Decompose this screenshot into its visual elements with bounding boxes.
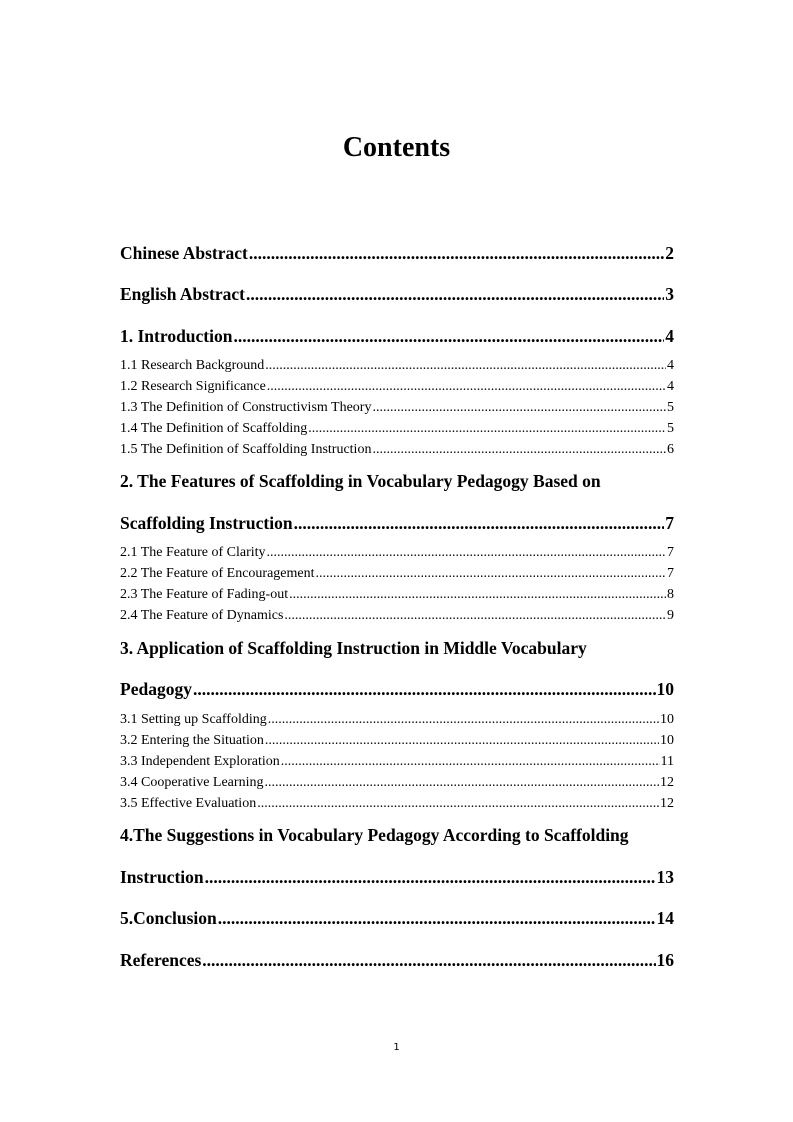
toc-entry-label: Chinese Abstract — [120, 243, 248, 263]
dot-leader — [289, 585, 666, 605]
toc-page-number: 14 — [656, 908, 674, 928]
toc-entry-label: 3.1 Setting up Scaffolding — [120, 712, 267, 727]
toc-entry-application[interactable] — [120, 676, 674, 702]
toc-page-number: 13 — [656, 867, 674, 887]
toc-entry-suggestions[interactable] — [120, 864, 674, 890]
toc-page-number: 7 — [665, 513, 674, 533]
toc-entry-chinese-abstract[interactable] — [120, 240, 674, 266]
toc-entry-3-5[interactable] — [120, 794, 674, 814]
dot-leader — [294, 510, 665, 536]
dot-leader — [218, 905, 656, 931]
dot-leader — [265, 731, 659, 751]
toc-entry-label: 2.3 The Feature of Fading-out — [120, 587, 289, 602]
toc-page-number: 7 — [667, 566, 674, 581]
toc-entry-1-2[interactable] — [120, 377, 674, 397]
toc-entry-features-line1[interactable]: 2. The Features of Scaffolding in Vocabulary Pedagogy Based on — [120, 471, 601, 491]
toc-page-number: 11 — [660, 754, 674, 769]
toc-page-number: 8 — [667, 587, 674, 602]
dot-leader — [268, 710, 659, 730]
toc-entry-label: 1.1 Research Background — [120, 358, 265, 373]
dot-leader — [267, 543, 666, 563]
toc-entry-1-5[interactable] — [120, 440, 674, 460]
toc-entry-introduction[interactable] — [120, 323, 674, 349]
toc-entry-2-3[interactable] — [120, 585, 674, 605]
toc-entry-label: 1.4 The Definition of Scaffolding — [120, 421, 308, 436]
toc-entry-label: Instruction — [120, 867, 204, 887]
toc-entry-label: 3.3 Independent Exploration — [120, 754, 280, 769]
dot-leader — [372, 440, 666, 460]
toc-entry-label: 3.4 Cooperative Learning — [120, 775, 264, 790]
toc-entry-label: 3.5 Effective Evaluation — [120, 796, 257, 811]
toc-entry-english-abstract[interactable] — [120, 281, 674, 307]
dot-leader — [205, 864, 656, 890]
toc-entry-2-2[interactable] — [120, 564, 674, 584]
toc-entry-label: 3.2 Entering the Situation — [120, 733, 264, 748]
toc-entry-label: 1. Introduction — [120, 326, 233, 346]
toc-entry-application-line1[interactable]: 3. Application of Scaffolding Instruction in Middle Vocabulary — [120, 638, 587, 658]
toc-entry-3-1[interactable] — [120, 710, 674, 730]
toc-entry-2-1[interactable] — [120, 543, 674, 563]
toc-entry-label: 5.Conclusion — [120, 908, 217, 928]
toc-page-number: 5 — [667, 400, 674, 415]
toc-page-number: 10 — [656, 679, 674, 699]
toc-entry-3-4[interactable] — [120, 773, 674, 793]
page-title: Contents — [342, 132, 451, 163]
toc-entry-label: 1.5 The Definition of Scaffolding Instruction — [120, 442, 372, 457]
toc-entry-2-4[interactable] — [120, 606, 674, 626]
toc-page-number: 9 — [667, 608, 674, 623]
toc-entry-label: 2.1 The Feature of Clarity — [120, 545, 266, 560]
dot-leader — [233, 323, 664, 349]
toc-page-number: 12 — [660, 796, 674, 811]
dot-leader — [281, 752, 660, 772]
toc-page-number: 4 — [665, 326, 674, 346]
toc-page-number: 3 — [665, 284, 674, 304]
toc-entry-1-3[interactable] — [120, 398, 674, 418]
toc-entry-1-4[interactable] — [120, 419, 674, 439]
toc-page-number: 10 — [660, 733, 674, 748]
toc-entry-label: 1.2 Research Significance — [120, 379, 266, 394]
toc-entry-references[interactable] — [120, 947, 674, 973]
toc-page-number: 6 — [667, 442, 674, 457]
dot-leader — [246, 281, 664, 307]
toc-entry-1-1[interactable] — [120, 356, 674, 376]
toc-entry-3-2[interactable] — [120, 731, 674, 751]
toc-page-number: 4 — [667, 358, 674, 373]
toc-page-number: 5 — [667, 421, 674, 436]
dot-leader — [372, 398, 666, 418]
toc-entry-3-3[interactable] — [120, 752, 674, 772]
toc-entry-features[interactable] — [120, 510, 674, 536]
toc-entry-conclusion[interactable] — [120, 905, 674, 931]
toc-entry-label: 2.2 The Feature of Encouragement — [120, 566, 315, 581]
dot-leader — [284, 606, 666, 626]
toc-page-number: 10 — [660, 712, 674, 727]
toc-entry-suggestions-line1[interactable]: 4.The Suggestions in Vocabulary Pedagogy According to Scaffolding — [120, 825, 629, 845]
dot-leader — [308, 419, 666, 439]
dot-leader — [257, 794, 659, 814]
toc-entry-label: 1.3 The Definition of Constructivism Theory — [120, 400, 372, 415]
page-number: 1 — [393, 1042, 400, 1053]
dot-leader — [249, 240, 664, 266]
toc-page-number: 12 — [660, 775, 674, 790]
dot-leader — [316, 564, 666, 584]
dot-leader — [265, 356, 666, 376]
toc-page-number: 2 — [665, 243, 674, 263]
dot-leader — [193, 676, 656, 702]
dot-leader — [264, 773, 659, 793]
dot-leader — [202, 947, 655, 973]
toc-page-number: 16 — [656, 950, 674, 970]
toc-page-number: 7 — [667, 545, 674, 560]
toc-entry-label: Pedagogy — [120, 679, 192, 699]
toc-page-number: 4 — [667, 379, 674, 394]
dot-leader — [267, 377, 666, 397]
toc-entry-label: English Abstract — [120, 284, 245, 304]
toc-entry-label: Scaffolding Instruction — [120, 513, 293, 533]
toc-entry-label: 2.4 The Feature of Dynamics — [120, 608, 284, 623]
toc-entry-label: References — [120, 950, 202, 970]
